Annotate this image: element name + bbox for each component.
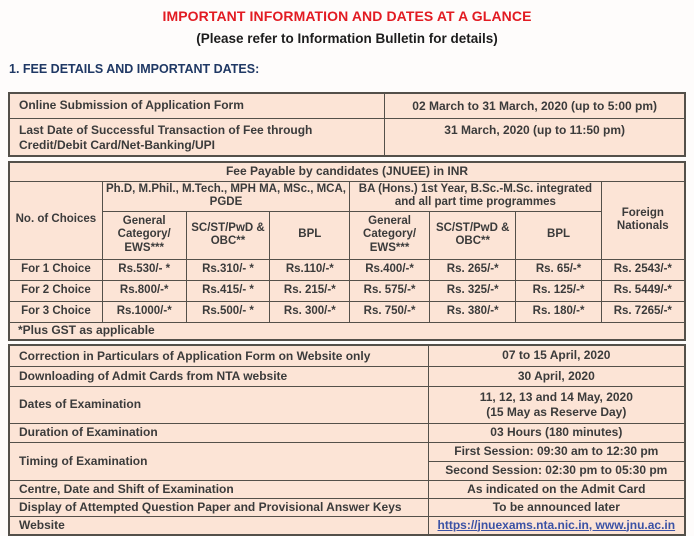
table-row	[9, 516, 685, 535]
table-row	[9, 93, 685, 118]
fee-table-title-row	[9, 162, 685, 181]
fee-value: Rs.530/- *	[102, 259, 186, 280]
row-value: As indicated on the Admit Card	[428, 480, 685, 498]
exam-dates-line2: (15 May as Reserve Day)	[486, 404, 627, 419]
column-header-foreign-nationals: Foreign Nationals	[601, 181, 685, 259]
row-value: 03 Hours (180 minutes)	[428, 423, 685, 442]
row-label: Downloading of Admit Cards from NTA website	[9, 366, 428, 386]
table-row	[9, 118, 685, 156]
fee-row-3-choice	[9, 301, 685, 322]
table-row	[9, 345, 685, 366]
fee-value: Rs. 215/-*	[270, 280, 350, 301]
table-row	[9, 423, 685, 442]
fee-value: Rs. 380/-*	[429, 301, 516, 322]
exam-dates-line1: 11, 12, 13 and 14 May, 2020	[479, 389, 633, 404]
row-value: 02 March to 31 March, 2020 (up to 5:00 pm)	[385, 93, 685, 118]
column-header-general-ews: General Category/ EWS***	[102, 211, 186, 259]
first-session-timing: First Session: 09:30 am to 12:30 pm	[428, 442, 685, 461]
fee-value: Rs. 2543/-*	[601, 259, 685, 280]
column-header-choices: No. of Choices	[9, 181, 102, 259]
website-link[interactable]: https://jnuexams.nta.nic.in, www.jnu.ac.in	[437, 517, 676, 532]
row-value: 30 April, 2020	[428, 366, 685, 386]
column-group-phd-programmes: Ph.D, M.Phil., M.Tech., MPH MA, MSc., MCA, PGDE	[102, 181, 349, 211]
row-value: To be announced later	[428, 498, 685, 516]
row-label: Display of Attempted Question Paper and Provisional Answer Keys	[9, 498, 428, 516]
fee-value: Rs.110/-*	[270, 259, 350, 280]
column-header-general-ews: General Category/ EWS***	[350, 211, 430, 259]
fee-value: Rs. 180/-*	[516, 301, 601, 322]
page-title: IMPORTANT INFORMATION AND DATES AT A GLANCE	[162, 8, 532, 24]
fee-value: Rs. 325/-*	[429, 280, 516, 301]
schedule-table	[8, 344, 686, 536]
fee-value: Rs.500/- *	[186, 301, 270, 322]
row-label: Centre, Date and Shift of Examination	[9, 480, 428, 498]
fee-value: Rs.415/- *	[186, 280, 270, 301]
fee-table-title: Fee Payable by candidates (JNUEE) in INR	[9, 162, 685, 181]
column-header-sc-st-pwd-obc: SC/ST/PwD & OBC**	[429, 211, 516, 259]
row-value: 31 March, 2020 (up to 11:50 pm)	[385, 118, 685, 156]
column-group-ba-programmes: BA (Hons.) 1st Year, B.Sc.-M.Sc. integrated and all part time programmes	[350, 181, 601, 211]
fee-value: Rs.400/-*	[350, 259, 430, 280]
row-label: Website	[9, 516, 428, 535]
column-header-bpl: BPL	[270, 211, 350, 259]
fee-value: Rs.800/-*	[102, 280, 186, 301]
row-label: For 2 Choice	[9, 280, 102, 301]
row-label: Correction in Particulars of Application Form on Website only	[9, 345, 428, 366]
page-subtitle: (Please refer to Information Bulletin for details)	[196, 31, 498, 46]
column-header-sc-st-pwd-obc: SC/ST/PwD & OBC**	[186, 211, 270, 259]
fee-table	[8, 161, 686, 341]
fee-value: Rs. 575/-*	[350, 280, 430, 301]
fee-value: Rs.1000/-*	[102, 301, 186, 322]
fee-value: Rs. 7265/-*	[601, 301, 685, 322]
row-value	[428, 386, 685, 423]
row-label: Online Submission of Application Form	[9, 93, 385, 118]
gst-footnote: *Plus GST as applicable	[9, 322, 685, 340]
application-dates-table	[8, 92, 686, 157]
fee-value: Rs. 300/-*	[270, 301, 350, 322]
second-session-timing: Second Session: 02:30 pm to 05:30 pm	[428, 461, 685, 480]
table-row	[9, 480, 685, 498]
fee-value: Rs. 65/-*	[516, 259, 601, 280]
section-heading-fee-details: 1. FEE DETAILS AND IMPORTANT DATES:	[9, 62, 260, 76]
row-label: Dates of Examination	[9, 386, 428, 423]
fee-value: Rs.310/- *	[186, 259, 270, 280]
fee-table-subheader-row	[9, 211, 685, 259]
row-value	[428, 516, 685, 535]
table-row	[9, 386, 685, 423]
row-label: Timing of Examination	[9, 442, 428, 480]
table-row	[9, 498, 685, 516]
column-header-bpl: BPL	[516, 211, 601, 259]
row-label: For 1 Choice	[9, 259, 102, 280]
row-value: 07 to 15 April, 2020	[428, 345, 685, 366]
fee-value: Rs. 125/-*	[516, 280, 601, 301]
row-label: For 3 Choice	[9, 301, 102, 322]
fee-value: Rs. 5449/-*	[601, 280, 685, 301]
fee-row-2-choice	[9, 280, 685, 301]
fee-table-group-header-row	[9, 181, 685, 211]
fee-value: Rs. 265/-*	[429, 259, 516, 280]
table-row	[9, 366, 685, 386]
fee-row-1-choice	[9, 259, 685, 280]
fee-value: Rs. 750/-*	[350, 301, 430, 322]
table-row	[9, 442, 685, 461]
row-label: Duration of Examination	[9, 423, 428, 442]
fee-table-footnote-row	[9, 322, 685, 340]
row-label: Last Date of Successful Transaction of Fee through Credit/Debit Card/Net-Banking/UPI	[9, 118, 385, 156]
